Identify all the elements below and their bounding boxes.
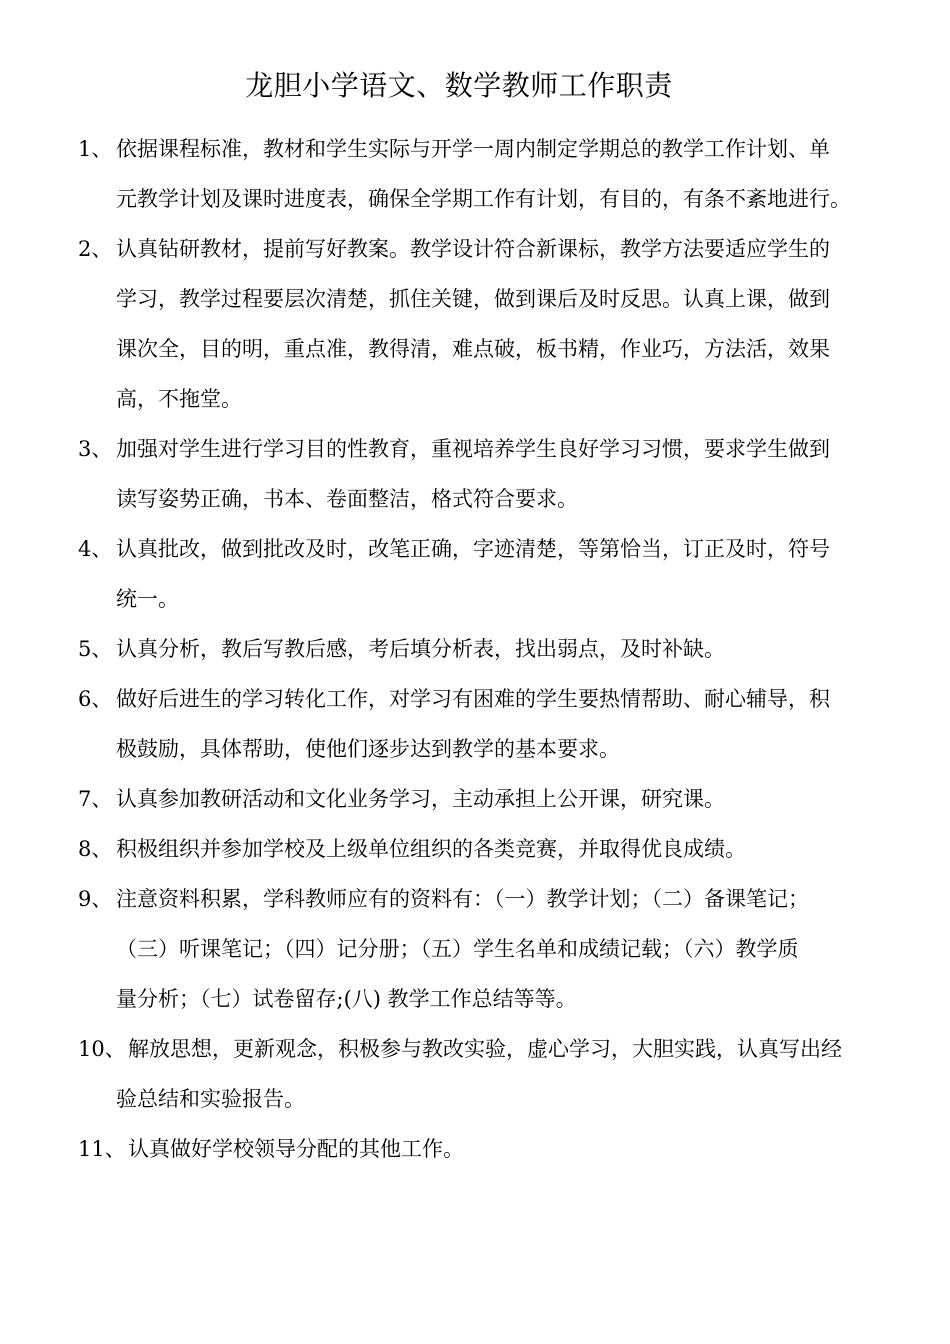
item-line: 认真钻研教材，提前写好教案。教学设计符合新课标，教学方法要适应学生的 xyxy=(116,237,830,261)
document-title: 龙胆小学语文、数学教师工作职责 xyxy=(245,69,673,102)
duty-list xyxy=(78,124,882,1174)
item-number: 8、 xyxy=(78,837,113,861)
duty-item-11 xyxy=(78,1124,882,1174)
item-line: 极鼓励，具体帮助，使他们逐步达到教学的基本要求。 xyxy=(116,737,620,761)
item-line: 积极组织并参加学校及上级单位组织的各类竞赛，并取得优良成绩。 xyxy=(116,837,746,861)
duty-item-4 xyxy=(78,524,882,624)
item-number: 4、 xyxy=(78,537,113,561)
item-line: 做好后进生的学习转化工作，对学习有困难的学生要热情帮助、耐心辅导，积 xyxy=(116,687,830,711)
item-line: 量分析；（七）试卷留存;(八) 教学工作总结等等。 xyxy=(116,987,577,1011)
item-line: 加强对学生进行学习目的性教育，重视培养学生良好学习习惯，要求学生做到 xyxy=(116,437,830,461)
item-line: 统一。 xyxy=(116,587,179,611)
item-number: 1、 xyxy=(78,137,113,161)
item-number: 9、 xyxy=(78,887,113,911)
item-number: 7、 xyxy=(78,787,113,811)
duty-item-9 xyxy=(78,874,882,1024)
item-number: 2、 xyxy=(78,237,113,261)
item-line: 认真批改，做到批改及时，改笔正确，字迹清楚，等第恰当，订正及时，符号 xyxy=(116,537,830,561)
item-number: 6、 xyxy=(78,687,113,711)
item-line: 读写姿势正确，书本、卷面整洁，格式符合要求。 xyxy=(116,487,578,511)
item-line: 学习，教学过程要层次清楚，抓住关键，做到课后及时反思。认真上课，做到 xyxy=(116,287,830,311)
duty-item-7 xyxy=(78,774,882,824)
duty-item-10 xyxy=(78,1024,882,1124)
duty-item-6 xyxy=(78,674,882,774)
item-line: 解放思想，更新观念，积极参与教改实验，虚心学习，大胆实践，认真写出经 xyxy=(128,1037,842,1061)
item-line: 认真做好学校领导分配的其他工作。 xyxy=(128,1137,464,1161)
item-line: 元教学计划及课时进度表，确保全学期工作有计划，有目的，有条不紊地进行。 xyxy=(116,187,851,211)
item-number: 10、 xyxy=(78,1037,126,1061)
item-line: 课次全，目的明，重点准，教得清，难点破，板书精，作业巧，方法活，效果 xyxy=(116,337,830,361)
item-line: 认真参加教研活动和文化业务学习，主动承担上公开课，研究课。 xyxy=(116,787,725,811)
item-number: 11、 xyxy=(78,1137,126,1161)
item-line: 认真分析，教后写教后感，考后填分析表，找出弱点，及时补缺。 xyxy=(116,637,725,661)
item-line: 验总结和实验报告。 xyxy=(116,1087,305,1111)
item-line: 高，不拖堂。 xyxy=(116,387,242,411)
item-number: 5、 xyxy=(78,637,113,661)
duty-item-2 xyxy=(78,224,882,424)
item-line: 注意资料积累，学科教师应有的资料有：（一）教学计划；（二）备课笔记； xyxy=(116,887,809,911)
item-line: 依据课程标准，教材和学生实际与开学一周内制定学期总的教学工作计划、单 xyxy=(116,137,830,161)
item-number: 3、 xyxy=(78,437,113,461)
duty-item-3 xyxy=(78,424,882,524)
duty-item-8 xyxy=(78,824,882,874)
duty-item-1 xyxy=(78,124,882,224)
item-line: （三）听课笔记；（四）记分册；（五）学生名单和成绩记载；（六）教学质 xyxy=(116,937,799,961)
duty-item-5 xyxy=(78,624,882,674)
